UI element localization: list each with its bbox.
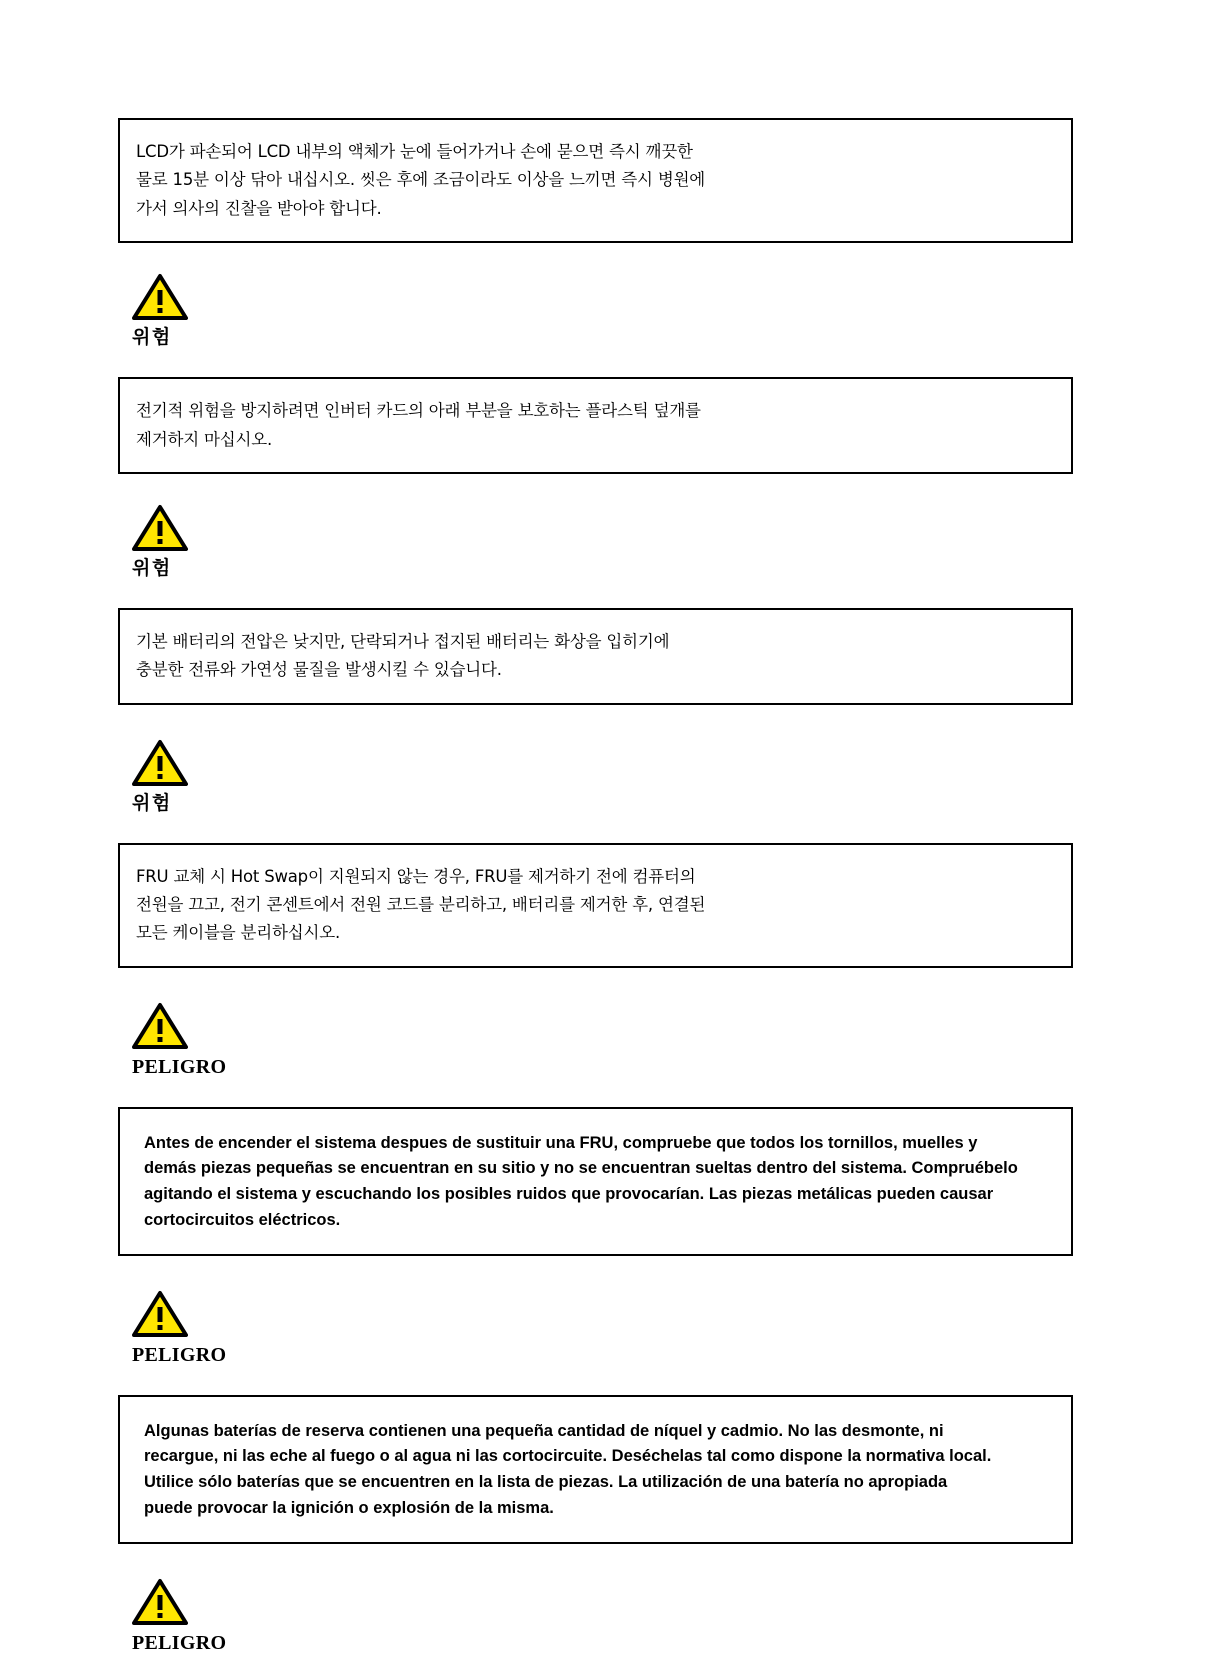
danger-heading-inverter [118, 273, 1074, 347]
notice-line: 제거하지 마십시오. [136, 429, 273, 449]
danger-label: PELIGRO [132, 1055, 227, 1078]
spacer [118, 578, 1074, 608]
notice-line: Algunas baterías de reserva contienen una pequeña cantidad de níquel y cadmio. No las desmonte, ni [144, 1421, 944, 1440]
notice-line: recargue, ni las eche al fuego o al agua ni las cortocircuite. Deséchelas tal como dispone la normativa local. [144, 1447, 992, 1466]
notice-line: 전기적 위험을 방지하려면 인버터 카드의 아래 부분을 보호하는 플라스틱 덮개를 [136, 401, 701, 421]
spacer [118, 347, 1074, 377]
notice-line: 가서 의사의 진찰을 받아야 합니다. [136, 198, 382, 218]
notice-box-battery-voltage [118, 608, 1073, 705]
notice-line: 충분한 전류와 가연성 물질을 발생시킬 수 있습니다. [136, 660, 502, 680]
danger-heading-trailing [118, 1578, 1074, 1653]
notice-line: Utilice sólo baterías que se encuentren en la lista de piezas. La utilización de una batería no apropiada [144, 1473, 948, 1492]
notice-line: FRU 교체 시 Hot Swap이 지원되지 않는 경우, FRU를 제거하기 전에 컴퓨터의 [136, 866, 696, 886]
warning-triangle-icon [132, 1290, 188, 1338]
notice-line: Antes de encender el sistema despues de sustituir una FRU, compruebe que todos los tornillos, muelles y [144, 1133, 978, 1152]
notice-line: 전원을 끄고, 전기 콘센트에서 전원 코드를 분리하고, 배터리를 제거한 후, 연결된 [136, 895, 706, 914]
notice-line: demás piezas pequeñas se encuentran en su sitio y no se encuentran sueltas dentro del sistema. Compruébelo [144, 1159, 1018, 1178]
danger-label: PELIGRO [132, 1343, 227, 1366]
notice-line: puede provocar la ignición o explosión de la misma. [144, 1498, 554, 1517]
spacer [118, 474, 1074, 504]
danger-label: PELIGRO [132, 1631, 227, 1654]
notice-box-screws-loose [118, 1107, 1073, 1256]
spacer [118, 1544, 1074, 1578]
warning-triangle-icon [132, 273, 188, 321]
notice-box-backup-battery [118, 1395, 1073, 1544]
danger-heading-screws-loose [118, 1002, 1074, 1077]
notice-box-fru-hotswap [118, 843, 1073, 968]
notice-line: agitando el sistema y escuchando los posibles ruidos que provocarían. Las piezas metálicas pueden causar [144, 1185, 994, 1204]
notice-line: LCD가 파손되어 LCD 내부의 액체가 눈에 들어가거나 손에 묻으면 즉시 깨끗한 [136, 142, 693, 161]
spacer [118, 1365, 1074, 1395]
spacer [118, 813, 1074, 843]
notice-box-inverter-cover [118, 377, 1073, 474]
warning-triangle-icon [132, 739, 188, 787]
notice-line: 모든 케이블을 분리하십시오. [136, 923, 341, 943]
notice-line: 기본 배터리의 전압은 낮지만, 단락되거나 접지된 배터리는 화상을 입히기에 [136, 631, 670, 651]
danger-heading-backup-battery [118, 1290, 1074, 1365]
danger-label: 위험 [132, 326, 172, 349]
danger-label: 위험 [132, 556, 172, 579]
spacer [118, 243, 1074, 273]
notice-line: cortocircuitos eléctricos. [144, 1210, 341, 1229]
danger-heading-battery-voltage [118, 504, 1074, 578]
notice-box-lcd-fluid [118, 118, 1073, 243]
warning-triangle-icon [132, 1002, 188, 1050]
spacer [118, 1256, 1074, 1290]
spacer [118, 705, 1074, 739]
danger-heading-fru-hotswap [118, 739, 1074, 813]
notice-line: 물로 15분 이상 닦아 내십시오. 씻은 후에 조금이라도 이상을 느끼면 즉시 병원에 [136, 170, 706, 190]
spacer [118, 968, 1074, 1002]
warning-triangle-icon [132, 504, 188, 552]
danger-label: 위험 [132, 791, 172, 814]
spacer [118, 1077, 1074, 1107]
warning-triangle-icon [132, 1578, 188, 1626]
